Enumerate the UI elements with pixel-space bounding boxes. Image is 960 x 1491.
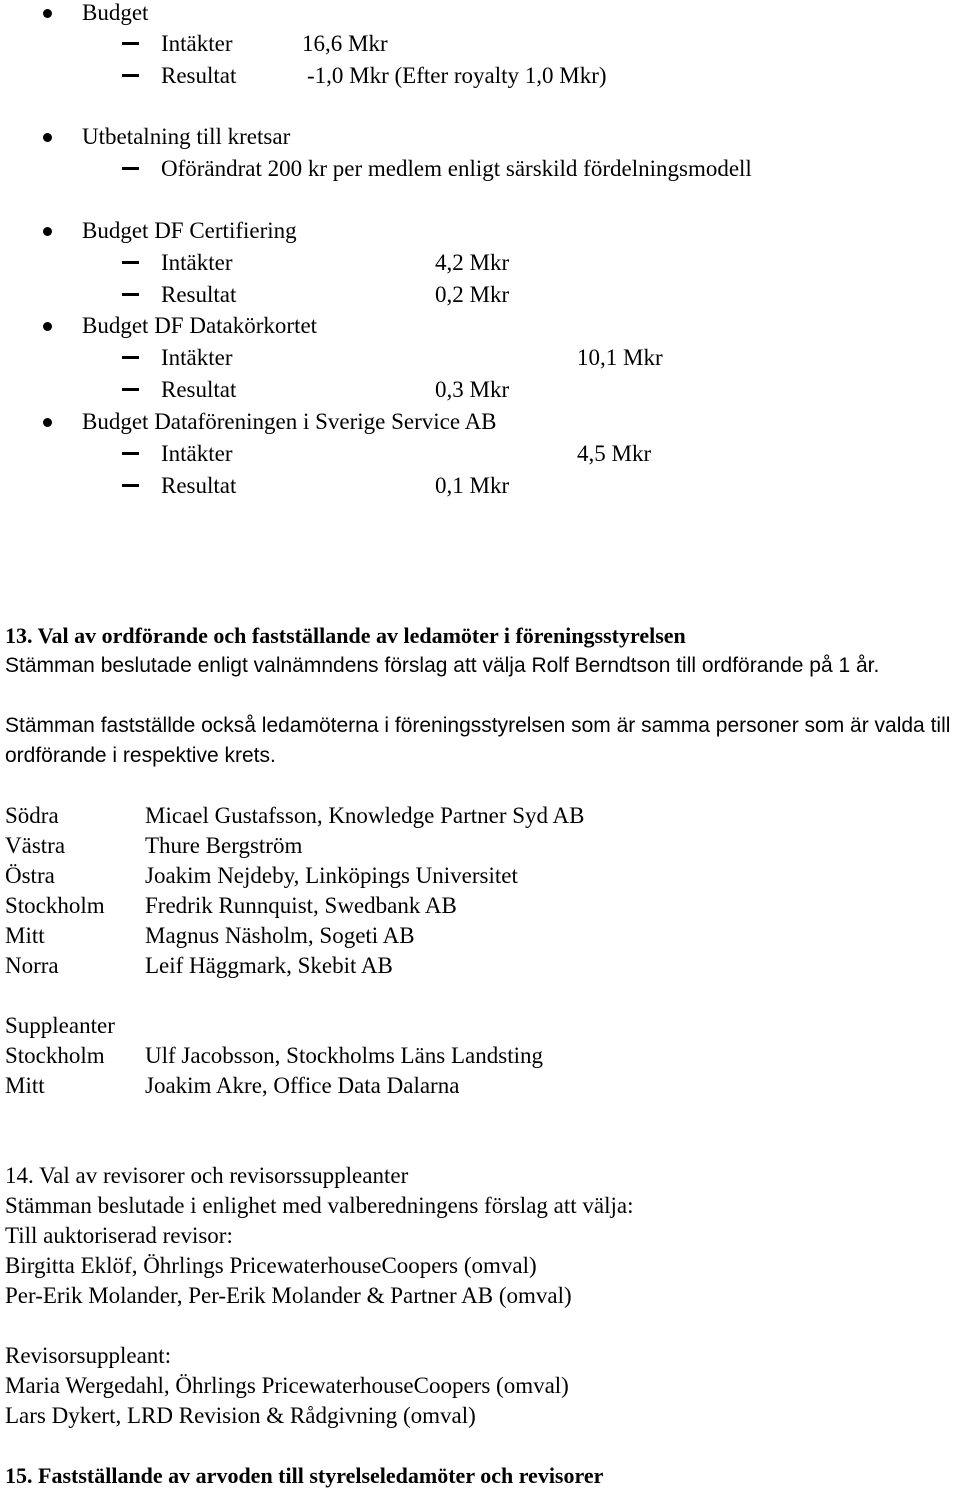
section-14-line: Stämman beslutade i enlighet med valberedningens förslag att välja: <box>5 1193 634 1218</box>
revisorsuppleant-name: Lars Dykert, LRD Revision & Rådgivning (omval) <box>5 1403 476 1428</box>
certifiering-resultat-label: Resultat <box>161 282 237 307</box>
service-intakter-label: Intäkter <box>161 441 233 466</box>
revisorsuppleant-name: Maria Wergedahl, Öhrlings PricewaterhouseCoopers (omval) <box>5 1373 569 1398</box>
member-name: Fredrik Runnquist, Swedbank AB <box>145 893 457 918</box>
section-14-line: Till auktoriserad revisor: <box>5 1223 233 1248</box>
certifiering-resultat-value: 0,2 Mkr <box>435 282 510 307</box>
utbetalning-text: Oförändrat 200 kr per medlem enligt särskild fördelningsmodell <box>161 156 752 181</box>
suppleanter-label: Suppleanter <box>5 1013 115 1038</box>
certifiering-intakter-value: 4,2 Mkr <box>435 250 510 275</box>
section-13-title: 13. Val av ordförande och fastställande av ledamöter i föreningsstyrelsen <box>5 623 686 648</box>
member-region: Västra <box>5 833 66 858</box>
section-15-title: 15. Fastställande av arvoden till styrelseledamöter och revisorer <box>5 1463 604 1488</box>
member-name: Magnus Näsholm, Sogeti AB <box>145 923 415 948</box>
suppleant-name: Joakim Akre, Office Data Dalarna <box>145 1073 460 1098</box>
dash-icon <box>122 74 139 77</box>
budget-heading: Budget <box>82 0 149 25</box>
member-region: Södra <box>5 803 59 828</box>
certifiering-intakter-label: Intäkter <box>161 250 233 275</box>
section-14-line: Per-Erik Molander, Per-Erik Molander & Partner AB (omval) <box>5 1283 572 1308</box>
budget-intakter-value: 16,6 Mkr <box>302 31 388 56</box>
member-name: Joakim Nejdeby, Linköpings Universitet <box>145 863 518 888</box>
section-13-para-2: Stämman fastställde också ledamöterna i föreningsstyrelsen som är samma personer som är valda till ordförande i respektive krets. <box>5 714 951 767</box>
section-14-line: Birgitta Eklöf, Öhrlings PricewaterhouseCoopers (omval) <box>5 1253 537 1278</box>
certifiering-heading: Budget DF Certifiering <box>82 218 297 243</box>
bullet-icon <box>43 133 52 142</box>
dash-icon <box>122 452 139 455</box>
suppleant-region: Mitt <box>5 1073 45 1098</box>
dash-icon <box>122 261 139 264</box>
member-region: Stockholm <box>5 893 105 918</box>
member-region: Mitt <box>5 923 45 948</box>
member-region: Norra <box>5 953 59 978</box>
dash-icon <box>122 356 139 359</box>
budget-resultat-label: Resultat <box>161 63 237 88</box>
bullet-icon <box>43 418 52 427</box>
service-heading: Budget Dataföreningen i Sverige Service AB <box>82 409 497 434</box>
datakorkortet-resultat-value: 0,3 Mkr <box>435 377 510 402</box>
dash-icon <box>122 293 139 296</box>
bullet-icon <box>43 9 52 18</box>
datakorkortet-resultat-label: Resultat <box>161 377 237 402</box>
section-13-para-1: Stämman beslutade enligt valnämndens förslag att välja Rolf Berndtson till ordförande på 1 år. <box>5 654 880 677</box>
bullet-icon <box>43 322 52 331</box>
dash-icon <box>122 484 139 487</box>
budget-resultat-value: -1,0 Mkr (Efter royalty 1,0 Mkr) <box>307 63 607 88</box>
datakorkortet-intakter-value: 10,1 Mkr <box>577 345 663 370</box>
suppleant-name: Ulf Jacobsson, Stockholms Läns Landsting <box>145 1043 543 1068</box>
suppleant-region: Stockholm <box>5 1043 105 1068</box>
service-intakter-value: 4,5 Mkr <box>577 441 652 466</box>
service-resultat-label: Resultat <box>161 473 237 498</box>
dash-icon <box>122 388 139 391</box>
budget-intakter-label: Intäkter <box>161 31 233 56</box>
revisorsuppleant-label: Revisorsuppleant: <box>5 1343 172 1368</box>
datakorkortet-heading: Budget DF Datakörkortet <box>82 313 318 338</box>
datakorkortet-intakter-label: Intäkter <box>161 345 233 370</box>
member-name: Leif Häggmark, Skebit AB <box>145 953 393 978</box>
service-resultat-value: 0,1 Mkr <box>435 473 510 498</box>
member-region: Östra <box>5 863 55 888</box>
utbetalning-heading: Utbetalning till kretsar <box>82 124 291 149</box>
section-14-title: 14. Val av revisorer och revisorssuppleanter <box>5 1163 409 1188</box>
bullet-icon <box>43 227 52 236</box>
member-name: Micael Gustafsson, Knowledge Partner Syd AB <box>145 803 585 828</box>
dash-icon <box>122 42 139 45</box>
member-name: Thure Bergström <box>145 833 303 858</box>
dash-icon <box>122 167 139 170</box>
